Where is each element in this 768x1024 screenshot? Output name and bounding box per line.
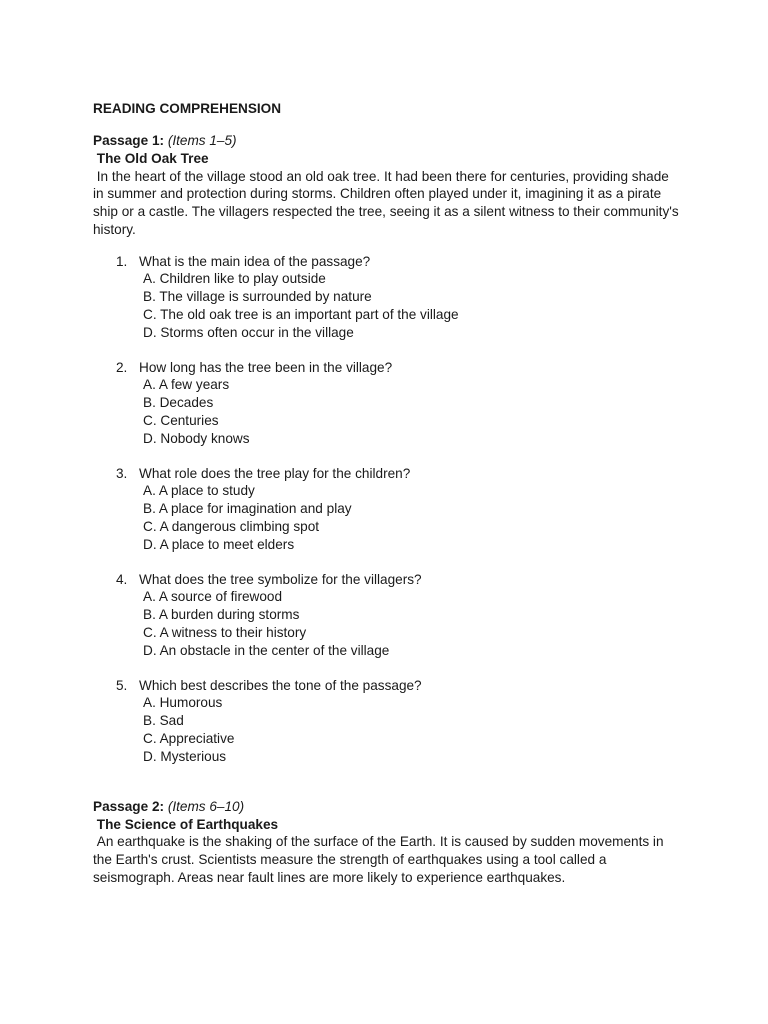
option-c: C. The old oak tree is an important part of the village (143, 307, 459, 323)
option-d: D. A place to meet elders (143, 536, 295, 552)
option-a: A. A few years (143, 377, 230, 393)
passage-label: Passage 1: (93, 133, 165, 148)
option-list (139, 270, 683, 341)
question-text: What role does the tree play for the children? (139, 465, 411, 481)
option-b: B. Sad (143, 713, 184, 729)
option-b: B. A burden during storms (143, 607, 300, 623)
option-a: A. A source of firewood (143, 589, 283, 605)
passage-item-range: (Items 6–10) (167, 798, 245, 814)
question-number: 1. (116, 253, 128, 269)
question-item (93, 359, 683, 448)
passage-2 (93, 798, 683, 887)
question-number: 4. (116, 571, 128, 587)
passage-text: In the heart of the village stood an old oak tree. It had been there for centuries, providing shade in summer and protection during storms. Children often played under it, imagining it as a pirate ship or a castle. The villagers respected the tree, seeing it as a silent witness to their community's history. (93, 168, 679, 237)
passage-title: The Science of Earthquakes (96, 816, 279, 832)
question-text: Which best describes the tone of the passage? (139, 677, 422, 693)
option-d: D. Storms often occur in the village (143, 324, 354, 340)
passage-header (93, 132, 683, 150)
passage-title: The Old Oak Tree (96, 151, 209, 166)
question-item (93, 253, 683, 342)
document-heading: READING COMPREHENSION (93, 101, 282, 116)
document-page (93, 100, 683, 887)
passage-text: An earthquake is the shaking of the surface of the Earth. It is caused by sudden movements in the Earth's crust. Scientists measure the strength of earthquakes using a tool called a seismograph. Areas near fault lines are more likely to experience earthquakes. (93, 834, 664, 885)
question-item (93, 677, 683, 766)
option-a: A. Humorous (143, 695, 223, 711)
option-b: B. The village is surrounded by nature (143, 289, 372, 305)
passage-1 (93, 132, 683, 766)
passage-item-range: (Items 1–5) (167, 133, 237, 148)
question-text: What is the main idea of the passage? (139, 253, 371, 269)
question-number: 2. (116, 359, 128, 375)
option-c: C. A witness to their history (143, 625, 307, 641)
option-c: C. A dangerous climbing spot (143, 519, 320, 535)
option-d: D. An obstacle in the center of the village (143, 642, 390, 658)
question-item (93, 465, 683, 554)
question-text: What does the tree symbolize for the villagers? (139, 571, 422, 587)
option-list (139, 694, 683, 765)
question-list (93, 253, 683, 766)
option-list (139, 376, 683, 447)
option-d: D. Mysterious (143, 748, 227, 764)
option-b: B. Decades (143, 395, 214, 411)
option-list (139, 588, 683, 659)
question-item (93, 571, 683, 660)
question-number: 5. (116, 677, 128, 693)
option-d: D. Nobody knows (143, 430, 250, 446)
option-c: C. Centuries (143, 413, 219, 429)
passage-label: Passage 2: (93, 798, 165, 814)
question-text: How long has the tree been in the village? (139, 359, 393, 375)
option-c: C. Appreciative (143, 731, 235, 747)
question-number: 3. (116, 465, 128, 481)
option-list (139, 482, 683, 553)
passage-header (93, 798, 683, 816)
option-a: A. A place to study (143, 483, 255, 499)
option-b: B. A place for imagination and play (143, 501, 352, 517)
option-a: A. Children like to play outside (143, 271, 326, 287)
